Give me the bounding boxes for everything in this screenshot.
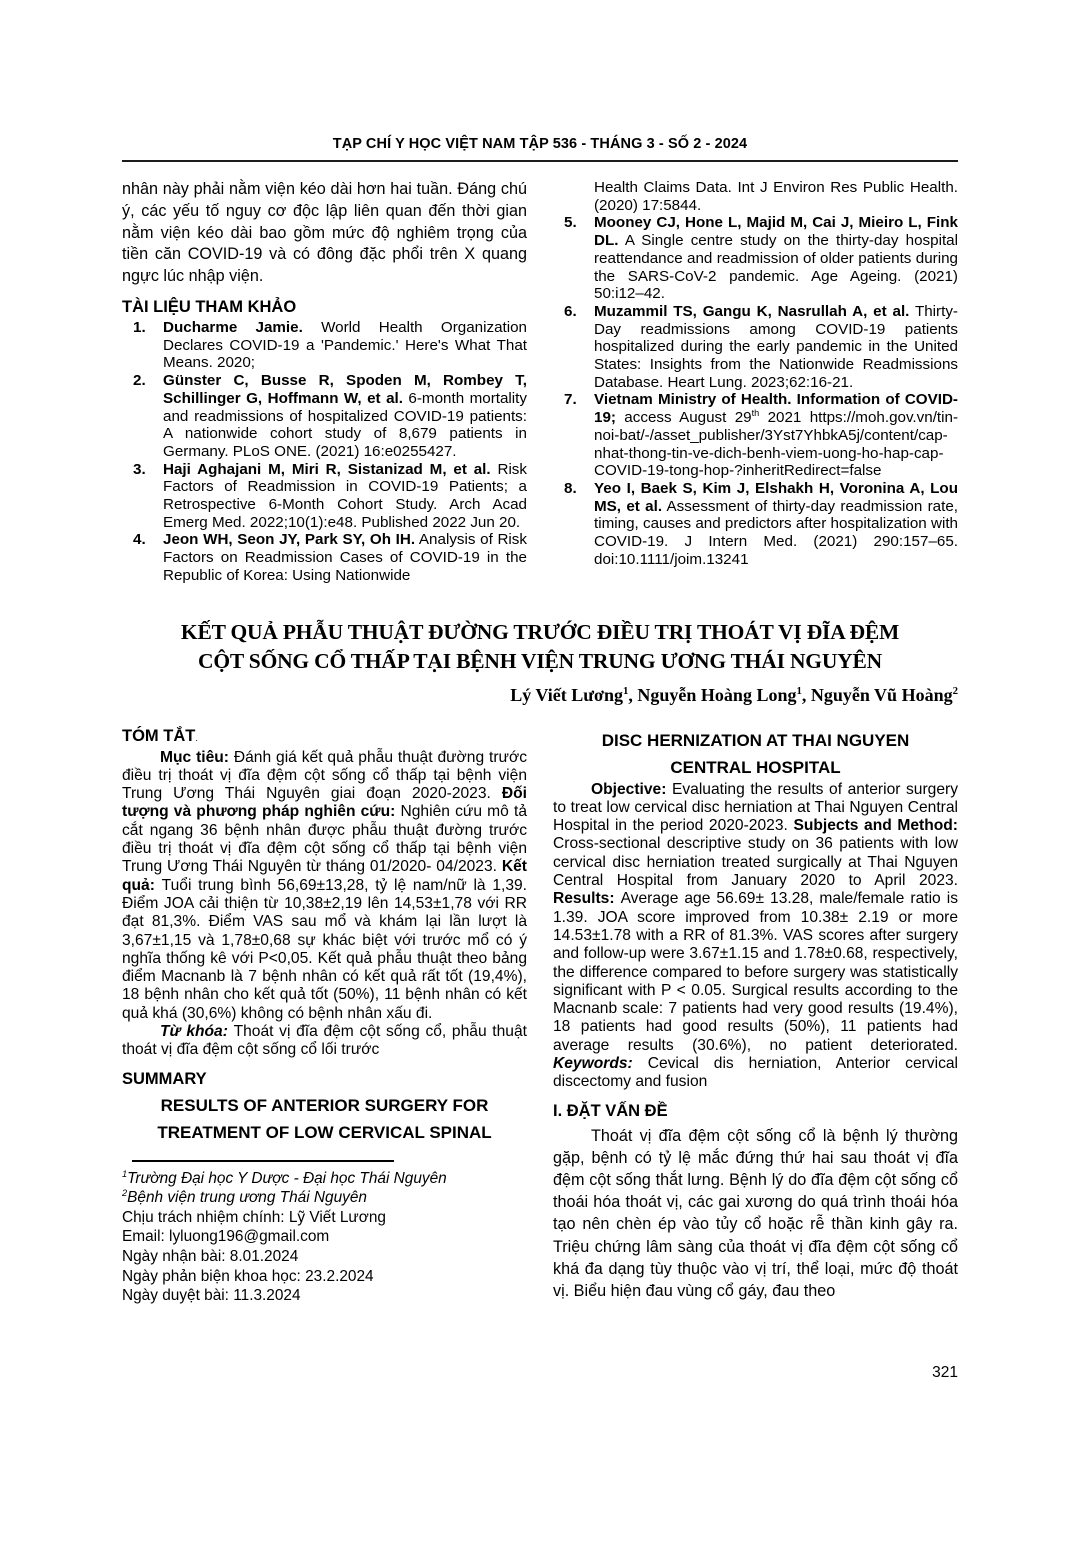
summary-title-line-3: DISC HERNIZATION AT THAI NGUYEN	[601, 730, 910, 750]
summary-title-line-1: RESULTS OF ANTERIOR SURGERY FOR	[160, 1095, 489, 1115]
summary-heading: SUMMARY	[122, 1069, 207, 1088]
authors-line: Lý Viết Lương$^1$, Nguyễn Hoàng Long$^1$, Nguyễn Vũ Hoàng$^2$	[510, 684, 958, 705]
reference-item-1	[122, 319, 527, 372]
abstract-heading-dot: .	[195, 732, 198, 743]
references-heading: TÀI LIỆU THAM KHẢO	[122, 297, 297, 316]
corresponding-author-line: Chịu trách nhiệm chính: Lỹ Viết Lương	[122, 1208, 386, 1226]
reference-4-continuation: Health Claims Data. Int J Environ Res Public Health. (2020) 17:5844.	[594, 179, 958, 214]
article-title-line-1: KẾT QUẢ PHẪU THUẬT ĐƯỜNG TRƯỚC ĐIỀU TRỊ THOÁT VỊ ĐĨA ĐỆM	[180, 619, 900, 644]
abstract-section	[122, 727, 958, 1306]
abstract-en-paragraph: Objective: Evaluating the results of anterior surgery to treat low cervical disc herniation at Thai Nguyen Central Hospital in the period 2020-2023. Subjects and Method: Cross-sectional descriptive study on 36 patients with low cervical disc herniation treated surgically at Thai Nguyen Central Hospital from January 2020 to April 2023. Results: Average age 56.69± 13.28, male/female ratio is 1.39. JOA score improved from 10.38± 2.19 or more 14.53±1.78 with a RR of 81.3%. VAS scores after surgery and follow-up were 3.67±1.15 and 1.78±0.68, respectively, the difference compared to before surgery was statistically significant with P < 0.05. Surgical results according to the Macnanb scale: 7 patients had very good results (19.4%), 18 patients had good results (50%), 11 patients had average results (30.6%), no patient deteriorated. Keywords: Cevical dis herniation, Anterior cervical discectomy and fusion	[553, 780, 959, 1091]
reference-text: Günster C, Busse R, Spoden M, Rombey T, Schillinger G, Hoffmann W, et al. 6-month mortality and readmissions of hospitalized COVID-19 patients: A nationwide cohort study of 8,679 patients in Germany. PLoS ONE. (2021) 16:e0255427.	[163, 372, 527, 460]
reference-number: 3.	[133, 460, 146, 478]
reference-number: 2.	[133, 372, 146, 390]
summary-title-line-2: TREATMENT OF LOW CERVICAL SPINAL	[157, 1122, 492, 1142]
previous-article-closing-paragraph: nhân này phải nằm viện kéo dài hơn hai tuần. Đáng chú ý, các yếu tố nguy cơ độc lập liên quan đến thời gian nằm viện kéo dài bao gồm mức độ nghiêm trọng của tiền căn COVID-19 và có đông đặc phổi trên X quang ngực lúc nhập viện.	[122, 180, 527, 286]
abstract-column-left	[122, 727, 527, 1306]
reference-item-5	[553, 214, 958, 303]
reference-number: 6.	[564, 302, 577, 320]
abstract-vi-keywords: Từ khóa: Thoát vị đĩa đệm cột sống cổ, phẫu thuật thoát vị đĩa đệm cột sống cổ lối trước	[122, 1022, 527, 1059]
reviewed-date-line: Ngày phản biện khoa học: 23.2.2024	[122, 1267, 374, 1285]
summary-title-line-4: CENTRAL HOSPITAL	[670, 757, 841, 777]
journal-header: TẠP CHÍ Y HỌC VIỆT NAM TẬP 536 - THÁNG 3 - SỐ 2 - 2024	[122, 136, 958, 162]
reference-item-4	[122, 531, 527, 584]
abstract-vi-heading: TÓM TẮT.	[122, 726, 198, 745]
reference-number: 7.	[564, 391, 577, 409]
summary-title-left	[122, 1092, 527, 1146]
reference-item-8	[553, 480, 958, 569]
reference-item-2	[122, 372, 527, 461]
reference-text: Jeon WH, Seon JY, Park SY, Oh IH. Analysis of Risk Factors on Readmission Cases of COVID-19 in the Republic of Korea: Using Nationwide	[163, 531, 527, 584]
abstract-column-right	[553, 727, 958, 1306]
accepted-date-line: Ngày duyệt bài: 11.3.2024	[122, 1287, 301, 1305]
footnote-block	[122, 1160, 527, 1306]
reference-item-7	[553, 391, 958, 480]
received-date-line: Ngày nhận bài: 8.01.2024	[122, 1247, 299, 1265]
references-column-right	[553, 179, 958, 585]
reference-item-3	[122, 461, 527, 532]
article-title	[122, 618, 958, 676]
email-line: Email: lyluong196@gmail.com	[122, 1228, 330, 1246]
reference-text: Mooney CJ, Hone L, Majid M, Cai J, Mieiro L, Fink DL. A Single centre study on the thirty-day hospital reattendance and readmission of older patients during the SARS-CoV-2 pandemic. Age Ageing. (2021) 50:i12–42.	[594, 214, 958, 303]
reference-text: Haji Aghajani M, Miri R, Sistanizad M, et al. Risk Factors of Readmission in COVID-19 Patients; a Retrospective 6-Month Cohort Study. Arch Acad Emerg Med. 2022;10(1):e48. Published 2022 Jun 20.	[163, 460, 527, 531]
reference-number: 4.	[133, 531, 146, 549]
reference-text: Vietnam Ministry of Health. Information of COVID-19; access August 29th 2021 https://moh.gov.vn/tin-noi-bat/-/asset_publisher/3Yst7YhbkA5j/content/cap-nhat-thong-tin-ve-dich-benh-viem-uong-ho-hap-cap-COVID-19-tong-hop-?inheritRedirect=false	[594, 391, 959, 480]
introduction-heading: I. ĐẶT VẤN ĐỀ	[553, 1101, 668, 1120]
reference-item-6	[553, 303, 958, 392]
references-column-left	[122, 179, 527, 585]
page-number: 321	[932, 1364, 958, 1381]
affiliation-2: $^2$Bệnh viện trung ương Thái Nguyên	[122, 1188, 367, 1207]
reference-text: Yeo I, Baek S, Kim J, Elshakh H, Voronina A, Lou MS, et al. Assessment of thirty-day readmission rate, timing, causes and predictors after hospitalization with COVID-19. J Intern Med. (2021) 290:157–65. doi:10.1111/joim.13241	[594, 479, 958, 568]
affiliation-1: $^1$Trường Đại học Y Dược - Đại học Thái Nguyên	[122, 1168, 447, 1187]
footnote-divider	[132, 1160, 394, 1162]
reference-number: 1.	[133, 318, 146, 336]
reference-number: 5.	[564, 214, 577, 232]
summary-title-right	[553, 727, 958, 781]
introduction-paragraph: Thoát vị đĩa đệm cột sống cổ là bệnh lý thường gặp, bệnh có tỷ lệ mắc đứng thứ hai sau thoát vị đĩa đệm cột sống thắt lưng. Bệnh lý do đĩa đệm cột sống cổ thoái hóa thoát vị, các gai xương do quá trình thoái hóa tạo nên chèn ép vào tủy cổ hoặc rễ thần kinh gây ra. Triệu chứng lâm sàng của thoát vị đĩa đệm cột sống cổ khá đa dạng tùy thuộc vào vị trí, thể loại, mức độ thoát vị. Biểu hiện đau vùng cổ gáy, đau theo	[553, 1126, 958, 1300]
abstract-vi-paragraph: Mục tiêu: Đánh giá kết quả phẫu thuật đường trước điều trị thoát vị đĩa đệm cột sống cổ thấp tại bệnh viện Trung Ương Thái Nguyên giai đoạn 2020-2023. Đối tượng và phương pháp nghiên cứu: Nghiên cứu mô tả cắt ngang 36 bệnh nhân được phẫu thuật đường trước điều trị thoát vị đĩa đệm cột sống cổ thấp tại bệnh viện Trung Ương Thái Nguyên từ tháng 01/2020- 04/2023. Kết quả: Tuổi trung bình 56,69±13,28, tỷ lệ nam/nữ là 1,39. Điểm JOA cải thiện từ 10,38±2,19 lên 14,53±1,78 với RR đạt 81,3%. Điểm VAS sau mổ và khám lại lần lượt là 3,67±1,15 và 1,78±0,68 sự khác biệt với trước mổ có ý nghĩa thống kê với P<0,05. Kết quả phẫu thuật theo bảng điểm Macnanb là 7 bệnh nhân có kết quả rất tốt (19,4%), 18 bệnh nhân cho kết quả tốt (50%), 11 bệnh nhân có kết quả khá (30,6%) không có bệnh nhân xấu đi.	[122, 748, 528, 1022]
article-title-line-2: CỘT SỐNG CỔ THẤP TẠI BỆNH VIỆN TRUNG ƯƠNG THÁI NGUYÊN	[198, 648, 882, 673]
reference-text: Ducharme Jamie. World Health Organization Declares COVID-19 a 'Pandemic.' Here's What That Means. 2020;	[163, 318, 528, 372]
reference-text: Muzammil TS, Gangu K, Nasrullah A, et al. Thirty-Day readmissions among COVID-19 patients hospitalized during the early pandemic in the United States: Insights from the Nationwide Readmissions Database. Heart Lung. 2023;62:16-21.	[594, 302, 958, 391]
reference-number: 8.	[564, 479, 577, 497]
references-section	[122, 179, 958, 585]
